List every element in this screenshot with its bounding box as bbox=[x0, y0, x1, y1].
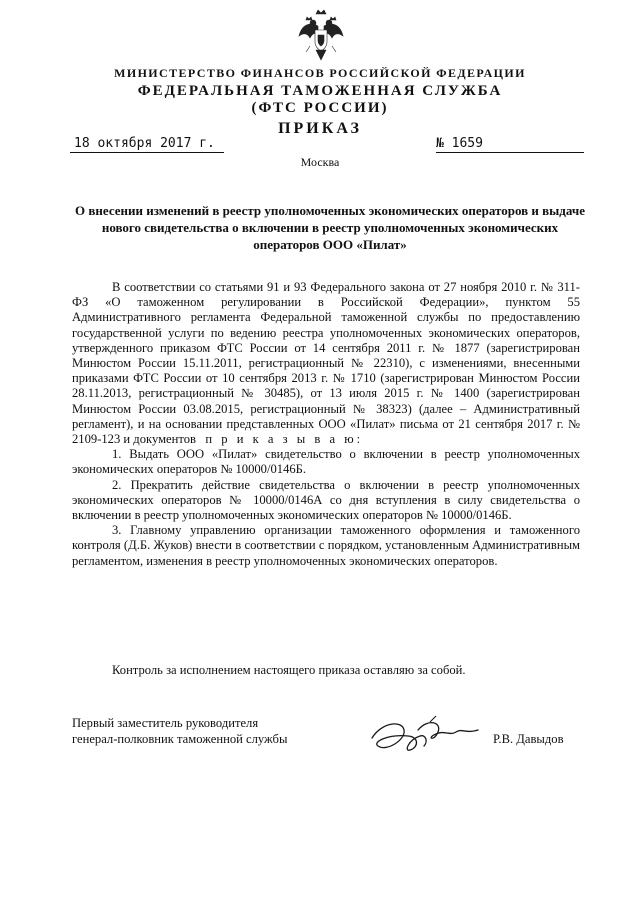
city: Москва bbox=[300, 155, 340, 169]
service-abbreviation: (ФТС РОССИИ) bbox=[251, 100, 389, 116]
order-item-3: 3. Главному управлению организации таможенного оформления и таможенного контроля (Д.Б. Жуков) внести в соответствии с порядком, установленным Административным регламентом, изменения в реестр уполномоченных экономических операторов. bbox=[72, 523, 580, 568]
order-subject: О внесении изменений в реестр уполномоченных экономических операторов и выдаче нового свидетельства о включении в реестр уполномоченных экономических операторов ООО «Пилат» bbox=[75, 203, 585, 252]
service-name: ФЕДЕРАЛЬНАЯ ТАМОЖЕННАЯ СЛУЖБА bbox=[137, 83, 503, 99]
position-line-2: генерал-полковник таможенной службы bbox=[72, 732, 288, 746]
document-type: ПРИКАЗ bbox=[278, 120, 362, 137]
order-body bbox=[72, 280, 580, 569]
preamble-text: В соответствии со статьями 91 и 93 Федерального закона от 27 ноября 2010 г. № 311-ФЗ «О таможенном регулировании в Российской Федерации», пунктом 55 Административного регламента Федеральной таможенной службы по предоставлению государственной услуги по ведению реестра уполномоченных экономических операторов, утвержденного приказом ФТС России от 14 сентября 2011 г. № 1877 (зарегистрирован Минюстом России 15.11.2011, регистрационный № 22310), с изменениями, внесенными приказами ФТС России от 10 сентября 2013 г. № 1710 (зарегистрирован Минюстом России 28.11.2013, регистрационный № 30485), от 13 июля 2015 г. № 1400 (зарегистрирован Минюстом России 03.08.2015, регистрационный № 38323) (далее – Административный регламент), и на основании представленных ООО «Пилат» письма от 21 сентября 2017 г. № 2109-123 и документов bbox=[72, 280, 580, 447]
signatory-position bbox=[72, 715, 287, 747]
order-item-2: 2. Прекратить действие свидетельства о включении в реестр уполномоченных экономических операторов № 10000/0146А со дня вступления в силу свидетельства о включении в реестр уполномоченных экономических операторов № 10000/0146Б. bbox=[72, 477, 580, 523]
order-number: № 1659 bbox=[436, 136, 584, 153]
ministry-name: МИНИСТЕРСТВО ФИНАНСОВ РОССИЙСКОЙ ФЕДЕРАЦИИ bbox=[114, 66, 526, 80]
control-clause: Контроль за исполнением настоящего приказа оставляю за собой. bbox=[112, 663, 466, 677]
handwritten-signature-icon bbox=[368, 712, 488, 760]
order-word: п р и к а з ы в а ю: bbox=[205, 432, 364, 447]
order-date: 18 октября 2017 г. bbox=[70, 136, 224, 153]
order-item-1: 1. Выдать ООО «Пилат» свидетельство о включении в реестр уполномоченных экономических операторов № 10000/0146Б. bbox=[72, 447, 580, 477]
coat-of-arms-icon bbox=[296, 8, 346, 64]
signatory-name: Р.В. Давыдов bbox=[493, 732, 564, 746]
position-line-1: Первый заместитель руководителя bbox=[72, 716, 259, 730]
service-name-block bbox=[0, 83, 640, 117]
preamble-paragraph bbox=[72, 280, 580, 447]
